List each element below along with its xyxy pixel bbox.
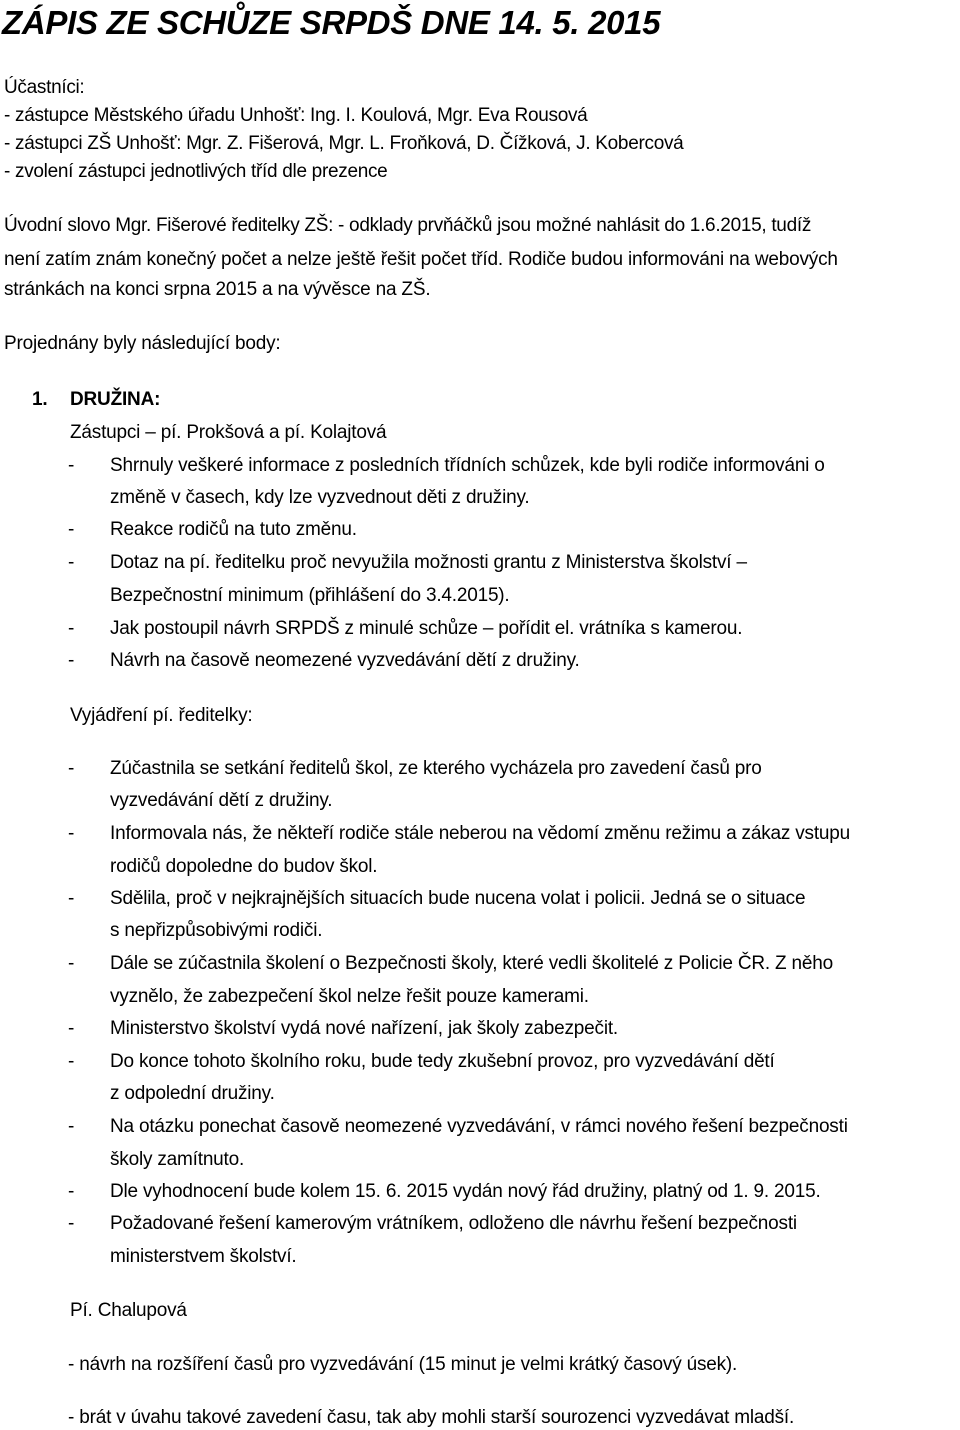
list-item-text: Reakce rodičů na tuto změnu.: [110, 519, 357, 540]
dash-marker: -: [68, 1018, 75, 1039]
dash-marker: -: [68, 1051, 75, 1072]
intro-line: Úvodní slovo Mgr. Fišerové ředitelky ZŠ: - odklady prvňáčků jsou možné nahlásit do 1.6.2015, tudíž: [4, 215, 812, 236]
list-item-text: Bezpečnostní minimum (přihlášení do 3.4.2015).: [110, 585, 510, 606]
list-item-text: vyznělo, že zabezpečení škol nelze řešit pouze kamerami.: [110, 986, 589, 1007]
dash-marker: -: [68, 888, 75, 909]
document-title: ZÁPIS ZE SCHŮZE SRPDŠ DNE 14. 5. 2015: [2, 4, 661, 41]
participants-heading: Účastníci:: [4, 77, 85, 98]
dash-marker: -: [68, 618, 75, 639]
list-item-text: Shrnuly veškeré informace z posledních třídních schůzek, kde byli rodiče informováni o: [110, 455, 825, 476]
dash-marker: -: [68, 552, 75, 573]
dash-marker: -: [68, 758, 75, 779]
list-item-text: s nepřizpůsobivými rodiči.: [110, 920, 323, 941]
chalupova-heading: Pí. Chalupová: [70, 1300, 187, 1321]
intro-line: stránkách na konci srpna 2015 a na vývěsce na ZŠ.: [4, 279, 431, 300]
list-item-text: Jak postoupil návrh SRPDŠ z minulé schůze – pořídit el. vrátníka s kamerou.: [110, 618, 743, 639]
dash-marker: -: [68, 823, 75, 844]
list-item-text: Dle vyhodnocení bude kolem 15. 6. 2015 vydán nový řád družiny, platný od 1. 9. 2015.: [110, 1181, 821, 1202]
chalupova-line: - brát v úvahu takové zavedení času, tak aby mohli starší sourozenci vyzvedávat mladší.: [68, 1407, 795, 1428]
participant-line: - zvolení zástupci jednotlivých tříd dle prezence: [4, 161, 388, 182]
dash-marker: -: [68, 650, 75, 671]
intro-line: není zatím znám konečný počet a nelze ještě řešit počet tříd. Rodiče budou informováni na webových: [4, 249, 838, 270]
list-item-text: Požadované řešení kamerovým vrátníkem, odloženo dle návrhu řešení bezpečnosti: [110, 1213, 797, 1234]
list-item-text: změně v časech, kdy lze vyzvednout děti z družiny.: [110, 487, 530, 508]
section-number: 1.: [32, 389, 48, 410]
list-item-text: Dále se zúčastnila školení o Bezpečnosti školy, které vedli školitelé z Policie ČR. Z něho: [110, 953, 833, 974]
list-item-text: Ministerstvo školství vydá nové nařízení, jak školy zabezpečit.: [110, 1018, 619, 1039]
list-item-text: Dotaz na pí. ředitelku proč nevyužila možnosti grantu z Ministerstva školství –: [110, 552, 747, 573]
section-title: DRUŽINA:: [70, 389, 161, 410]
list-item-text: Zúčastnila se setkání ředitelů škol, ze kterého vycházela pro zavedení časů pro: [110, 758, 762, 779]
list-item-text: Sdělila, proč v nejkrajnějších situacích bude nucena volat i policii. Jedná se o situace: [110, 888, 806, 909]
dash-marker: -: [68, 953, 75, 974]
dash-marker: -: [68, 1181, 75, 1202]
list-item-text: rodičů dopoledne do budov škol.: [110, 856, 378, 877]
points-heading: Projednány byly následující body:: [4, 333, 281, 354]
list-item-text: Do konce tohoto školního roku, bude tedy zkušební provoz, pro vyzvedávání dětí: [110, 1051, 775, 1072]
list-item-text: vyzvedávání dětí z družiny.: [110, 790, 333, 811]
list-item-text: Na otázku ponechat časově neomezené vyzvedávání, v rámci nového řešení bezpečnosti: [110, 1116, 848, 1137]
dash-marker: -: [68, 455, 75, 476]
list-item-text: z odpolední družiny.: [110, 1083, 275, 1104]
dash-marker: -: [68, 1116, 75, 1137]
list-item-text: školy zamítnuto.: [110, 1149, 245, 1170]
dash-marker: -: [68, 519, 75, 540]
section-representatives: Zástupci – pí. Prokšová a pí. Kolajtová: [70, 422, 387, 443]
chalupova-line: - návrh na rozšíření časů pro vyzvedávání (15 minut je velmi krátký časový úsek).: [68, 1354, 738, 1375]
dash-marker: -: [68, 1213, 75, 1234]
participant-line: - zástupci ZŠ Unhošť: Mgr. Z. Fišerová, Mgr. L. Froňková, D. Čížková, J. Kobercová: [4, 133, 684, 154]
list-item-text: ministerstvem školství.: [110, 1246, 297, 1267]
list-item-text: Návrh na časově neomezené vyzvedávání dětí z družiny.: [110, 650, 580, 671]
director-heading: Vyjádření pí. ředitelky:: [70, 705, 253, 726]
participant-line: - zástupce Městského úřadu Unhošť: Ing. I. Koulová, Mgr. Eva Rousová: [4, 105, 588, 126]
list-item-text: Informovala nás, že někteří rodiče stále neberou na vědomí změnu režimu a zákaz vstupu: [110, 823, 851, 844]
